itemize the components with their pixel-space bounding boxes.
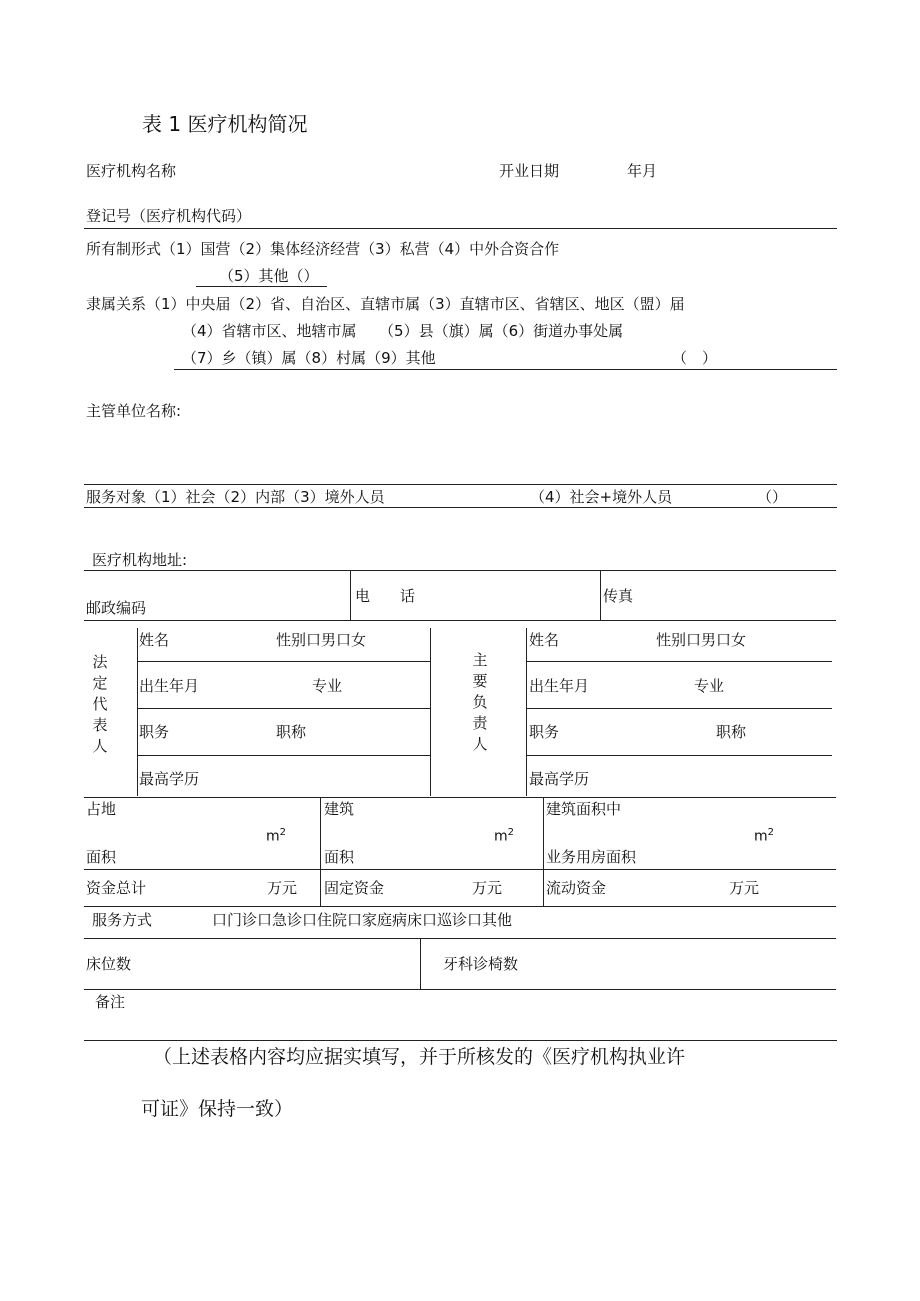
divider [137,708,430,709]
building-area-label-top: 建筑 [324,800,355,818]
business-area-label-top: 建筑面积中 [546,800,622,818]
remarks-label: 备注 [95,993,126,1011]
service-target-label: 服务对象（1）社会（2）内部（3）境外人员 [86,488,385,506]
legal-rep-name-label: 姓名 [139,631,170,649]
registration-label: 登记号（医疗机构代码） [86,207,252,225]
divider [84,484,837,485]
divider [137,661,430,662]
beds-label: 床位数 [86,955,132,973]
cell-border [526,628,527,796]
postal-code-label: 邮政编码 [86,599,147,617]
current-funds-label: 流动资金 [546,879,607,897]
land-area-label-top: 占地 [86,800,117,818]
principal-education-label: 最高学历 [529,770,590,788]
land-area-label-bottom: 面积 [86,848,117,866]
divider [84,1040,837,1041]
service-target-option-4: （4）社会+境外人员 [530,488,673,506]
total-funds-unit: 万元 [267,879,298,897]
fixed-funds-unit: 万元 [472,879,503,897]
footnote-line-2: 可证》保持一致） [141,1098,294,1120]
cell-border [420,938,421,989]
legal-rep-gender-label: 性别口男口女 [276,631,367,649]
cell-border [430,628,431,796]
divider [137,755,430,756]
divider [84,570,836,571]
legal-rep-education-label: 最高学历 [139,770,200,788]
legal-rep-title-label: 职称 [276,723,307,741]
affiliation-other-paren: （ ） [672,349,718,367]
divider [526,755,832,756]
divider [84,989,836,990]
land-area-unit: $m^2$ [266,827,287,845]
principal-label: 主要负责人 [472,651,488,753]
year-month-label: 年月 [627,162,658,180]
cell-border [600,570,601,620]
principal-major-label: 专业 [694,677,725,695]
building-area-unit: $m^2$ [494,827,515,845]
affiliation-line-1: 隶属关系（1）中央届（2）省、自治区、直辖市属（3）直辖市区、省辖区、地区（盟）届 [86,295,685,313]
service-target-paren: （） [757,488,788,506]
address-label: 医疗机构地址: [92,551,188,569]
footnote-line-1: （上述表格内容均应据实填写，并于所核发的《医疗机构执业许 [153,1046,686,1068]
current-funds-unit: 万元 [729,879,760,897]
legal-rep-major-label: 专业 [312,677,343,695]
principal-gender-label: 性别口男口女 [656,631,747,649]
service-mode-label: 服务方式 [92,911,153,929]
cell-border [543,869,544,906]
service-mode-options: 口门诊口急诊口住院口家庭病床口巡诊口其他 [212,911,513,929]
fixed-funds-label: 固定资金 [324,879,385,897]
divider [84,620,836,621]
supervisor-label: 主管单位名称: [86,402,182,420]
principal-title-label: 职称 [716,723,747,741]
affiliation-line-3: （7）乡（镇）属（8）村属（9）其他 [182,349,436,367]
ownership-line-1: 所有制形式（1）国营（2）集体经济经营（3）私营（4）中外合资合作 [86,240,560,258]
divider [526,708,832,709]
page-title: 表 1 医疗机构简况 [142,112,308,136]
cell-border [137,628,138,796]
divider [84,507,837,508]
legal-rep-position-label: 职务 [139,723,170,741]
cell-border [543,797,544,869]
legal-representative-label: 法定代表人 [92,653,108,755]
ownership-line-2: （5）其他（） [219,267,319,285]
divider [196,286,327,287]
divider [84,869,836,870]
affiliation-line-2: （4）省辖市区、地辖市属 （5）县（旗）属（6）街道办事处属 [182,322,624,340]
divider [84,906,836,907]
building-area-label-bottom: 面积 [324,848,355,866]
principal-birth-label: 出生年月 [529,677,590,695]
divider [84,938,836,939]
open-date-label: 开业日期 [499,162,560,180]
dental-chairs-label: 牙科诊椅数 [443,955,519,973]
cell-border [320,869,321,906]
principal-name-label: 姓名 [529,631,560,649]
legal-rep-birth-label: 出生年月 [139,677,200,695]
total-funds-label: 资金总计 [86,879,147,897]
institution-name-label: 医疗机构名称 [86,162,177,180]
divider [84,228,837,229]
divider [174,369,837,370]
fax-label: 传真 [603,587,634,605]
divider [84,797,836,798]
cell-border [350,570,351,620]
business-area-unit: $m^2$ [754,827,775,845]
divider [526,661,832,662]
phone-label: 电 话 [355,587,416,605]
cell-border [320,797,321,869]
principal-position-label: 职务 [529,723,560,741]
business-area-label-bottom: 业务用房面积 [546,848,637,866]
